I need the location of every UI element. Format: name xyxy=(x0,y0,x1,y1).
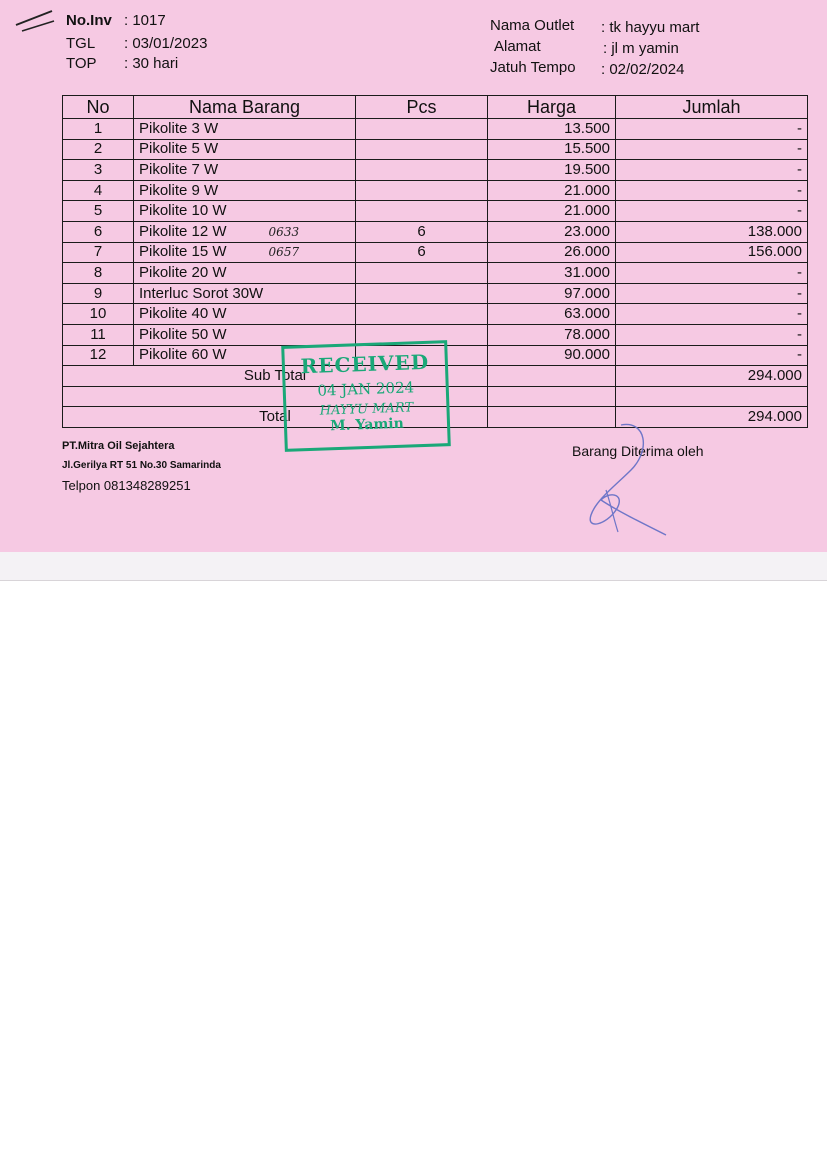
row-pcs xyxy=(356,201,488,222)
row-harga: 23.000 xyxy=(488,221,616,242)
row-harga: 21.000 xyxy=(488,201,616,222)
row-nama-barang xyxy=(134,180,356,201)
row-harga: 13.500 xyxy=(488,119,616,140)
stamp-title: RECEIVED xyxy=(300,349,430,379)
alamat-label: Alamat xyxy=(494,38,541,55)
row-jumlah: - xyxy=(616,139,808,160)
row-pcs xyxy=(356,160,488,181)
outlet-value: : tk hayyu mart xyxy=(601,19,700,36)
stamp-line1: HAYYU MART xyxy=(319,400,414,419)
row-pcs xyxy=(356,283,488,304)
row-nama-barang xyxy=(134,119,356,140)
tgl-label: TGL xyxy=(66,35,96,52)
row-no: 2 xyxy=(63,139,134,160)
row-jumlah: - xyxy=(616,119,808,140)
row-pcs xyxy=(356,304,488,325)
total-value: 294.000 xyxy=(616,407,808,428)
row-jumlah: - xyxy=(616,160,808,181)
item-name: Pikolite 3 W xyxy=(139,119,219,137)
table-row xyxy=(63,160,808,181)
table-row xyxy=(63,221,808,242)
no-inv-value: : 1017 xyxy=(124,12,166,29)
row-jumlah: - xyxy=(616,180,808,201)
table-row xyxy=(63,180,808,201)
row-nama-barang xyxy=(134,304,356,325)
row-harga: 63.000 xyxy=(488,304,616,325)
received-stamp xyxy=(281,340,451,452)
row-harga: 78.000 xyxy=(488,324,616,345)
item-name: Pikolite 7 W xyxy=(139,160,219,178)
row-nama-barang xyxy=(134,201,356,222)
row-no: 11 xyxy=(63,324,134,345)
stamp-line2: M. Yamin xyxy=(329,415,405,435)
row-jumlah: - xyxy=(616,263,808,284)
row-jumlah: - xyxy=(616,201,808,222)
col-header-harga: Harga xyxy=(488,96,616,119)
row-no: 12 xyxy=(63,345,134,366)
signature-icon xyxy=(576,420,676,545)
row-nama-barang xyxy=(134,139,356,160)
item-name: Pikolite 10 W xyxy=(139,202,227,220)
handwritten-note: 0657 xyxy=(268,245,300,260)
row-harga: 31.000 xyxy=(488,263,616,284)
spacer-cell xyxy=(488,386,616,407)
row-pcs: 6 xyxy=(356,242,488,263)
row-harga: 19.500 xyxy=(488,160,616,181)
row-jumlah: 138.000 xyxy=(616,221,808,242)
item-name: Pikolite 50 W xyxy=(139,325,227,343)
row-jumlah: - xyxy=(616,345,808,366)
total-label: Total xyxy=(63,407,488,428)
item-name: Pikolite 20 W xyxy=(139,263,227,281)
row-nama-barang xyxy=(134,221,356,242)
col-header-no: No xyxy=(63,96,134,119)
table-row xyxy=(63,242,808,263)
row-nama-barang xyxy=(134,324,356,345)
row-pcs xyxy=(356,139,488,160)
row-no: 7 xyxy=(63,242,134,263)
company-name: PT.Mitra Oil Sejahtera xyxy=(62,440,175,452)
company-address: Jl.Gerilya RT 51 No.30 Samarinda xyxy=(62,460,221,471)
outlet-label: Nama Outlet xyxy=(490,17,575,34)
table-row xyxy=(63,201,808,222)
top-label: TOP xyxy=(66,55,97,72)
row-no: 6 xyxy=(63,221,134,242)
jatuh-tempo-label: Jatuh Tempo xyxy=(490,59,576,76)
table-header-row xyxy=(63,96,808,119)
company-phone: Telpon 081348289251 xyxy=(62,478,191,493)
received-by-label: Barang Diterima oleh xyxy=(572,443,704,459)
item-name: Pikolite 15 W xyxy=(139,243,227,261)
table-row xyxy=(63,304,808,325)
table-row xyxy=(63,283,808,304)
item-name: Pikolite 12 W xyxy=(139,222,227,240)
row-harga: 21.000 xyxy=(488,180,616,201)
no-inv-label: No.Inv xyxy=(66,12,112,29)
row-pcs: 6 xyxy=(356,221,488,242)
scanner-edge-strip xyxy=(0,552,827,581)
stamp-date: 04 JAN 2024 xyxy=(317,378,415,400)
alamat-value: : jl m yamin xyxy=(603,40,679,57)
row-pcs xyxy=(356,180,488,201)
table-row xyxy=(63,263,808,284)
subtotal-label: Sub Total xyxy=(63,366,488,387)
row-no: 3 xyxy=(63,160,134,181)
row-no: 10 xyxy=(63,304,134,325)
item-name: Pikolite 9 W xyxy=(139,181,219,199)
row-jumlah: 156.000 xyxy=(616,242,808,263)
row-nama-barang xyxy=(134,242,356,263)
row-pcs xyxy=(356,263,488,284)
table-row xyxy=(63,119,808,140)
item-name: Pikolite 60 W xyxy=(139,346,227,364)
row-harga: 90.000 xyxy=(488,345,616,366)
subtotal-value: 294.000 xyxy=(616,366,808,387)
jatuh-tempo-value: : 02/02/2024 xyxy=(601,61,685,78)
item-name: Pikolite 5 W xyxy=(139,140,219,158)
row-jumlah: - xyxy=(616,304,808,325)
row-nama-barang xyxy=(134,283,356,304)
row-harga: 97.000 xyxy=(488,283,616,304)
row-no: 5 xyxy=(63,201,134,222)
row-no: 8 xyxy=(63,263,134,284)
row-no: 1 xyxy=(63,119,134,140)
pen-stroke-mark xyxy=(14,5,56,35)
handwritten-note: 0633 xyxy=(268,224,300,239)
row-nama-barang xyxy=(134,160,356,181)
row-jumlah: - xyxy=(616,324,808,345)
row-harga: 15.500 xyxy=(488,139,616,160)
col-header-pcs: Pcs xyxy=(356,96,488,119)
col-header-nama-barang: Nama Barang xyxy=(134,96,356,119)
spacer-cell xyxy=(616,386,808,407)
tgl-value: : 03/01/2023 xyxy=(124,35,208,52)
top-value: : 30 hari xyxy=(124,55,179,72)
row-no: 9 xyxy=(63,283,134,304)
table-row xyxy=(63,139,808,160)
item-name: Pikolite 40 W xyxy=(139,305,227,323)
item-name: Interluc Sorot 30W xyxy=(139,284,264,302)
subtotal-harga-cell xyxy=(488,366,616,387)
row-no: 4 xyxy=(63,180,134,201)
row-nama-barang xyxy=(134,263,356,284)
row-pcs xyxy=(356,119,488,140)
row-jumlah: - xyxy=(616,283,808,304)
col-header-jumlah: Jumlah xyxy=(616,96,808,119)
invoice-sheet xyxy=(0,0,827,553)
row-harga: 26.000 xyxy=(488,242,616,263)
